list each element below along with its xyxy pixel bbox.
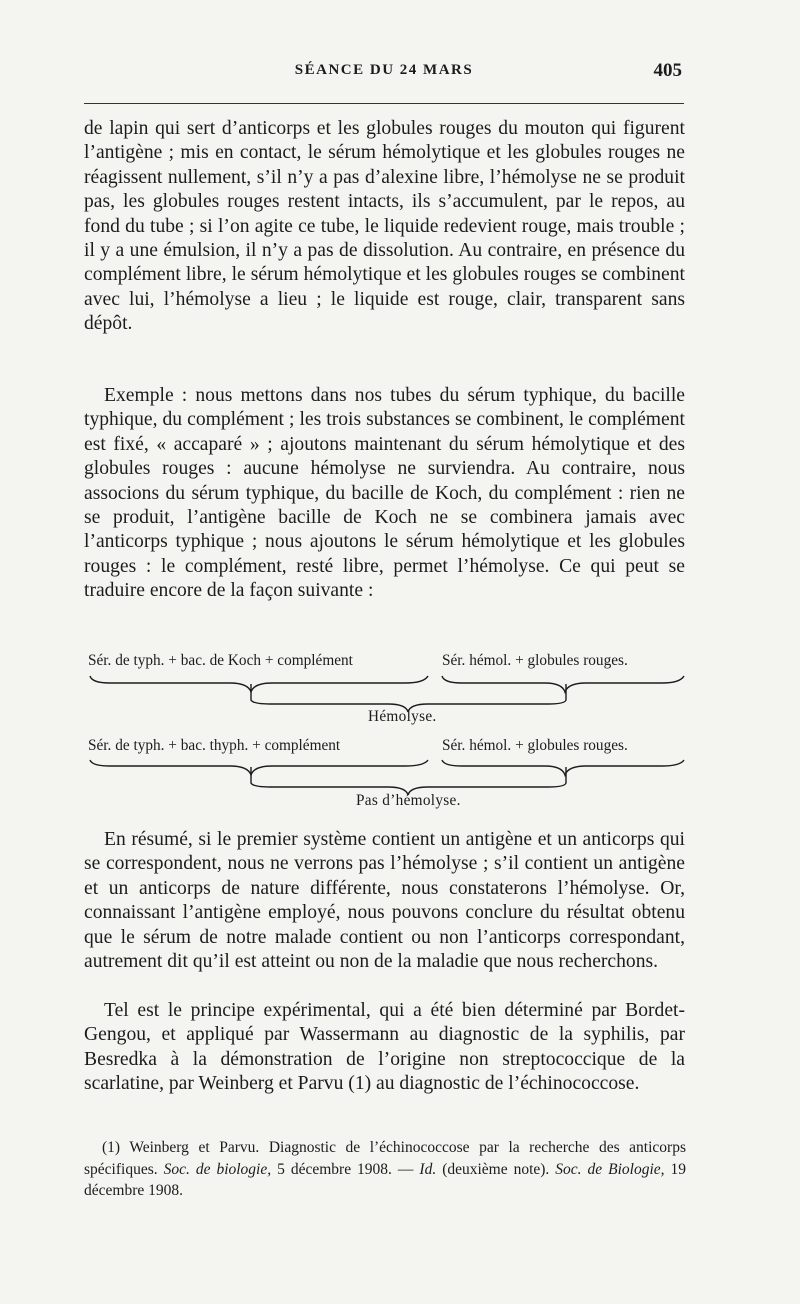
paragraph-continuation: de lapin qui sert d’anticorps et les globules rouges du mouton qui figurent l’antigène ; mis en contact, le sérum hémolytique et les globules rouges ne réagissent nullement, s’il n’y a pas d’alexine libre, l’hémolyse ne se produit pas, les globules rouges restent intacts, ils s’accumulent, par le repos, au fond du tube ; si l’on agite ce tube, le liquide redevient rouge, mais trouble ; il y a une émulsion, il n’y a pas de dissolution. Au contraire, en présence du complément libre, le sérum hémolytique et les globules rouges se combinent avec lui, l’hémolyse a lieu ; le liquide est rouge, clair, transparent sans dépôt. [84,118,685,335]
paragraph-example: Exemple : nous mettons dans nos tubes du sérum typhique, du bacille typhique, du complément ; les trois substances se combinent, le complément est fixé, « accaparé » ; ajoutons maintenant du sérum hémolytique et des globules rouges : aucune hémolyse ne surviendra. Au contraire, nous associons du sérum typhique, du bacille de Koch, du complément : rien ne se produit, l’antigène bacille de Koch ne se combinera jamais avec l’anticorps typhique ; nous ajoutons le sérum hémolytique et les globules rouges : le complément, resté libre, permet l’hémolyse. Ce qui peut se traduire encore de la façon suivante : [84,385,685,602]
footnote-journal-1: Soc. de biologie, [163,1160,272,1178]
running-title: SÉANCE DU 24 MARS [294,62,474,78]
footnote-note-label: (deuxième note). [442,1160,550,1178]
scheme-2-right-brace [442,760,684,775]
footnote-date-2: 19 décembre 1908. [84,1160,687,1199]
header-rule [84,103,684,104]
scheme-2-left-brace [90,760,428,775]
scheme-1-right-brace [442,676,684,692]
scheme-1-left-brace [90,676,428,692]
footnote-date-1: 5 décembre 1908. — [277,1160,414,1178]
scheme-1-right-system: Sér. hémol. + globules rouges. [442,652,628,669]
scheme-2-result: Pas d’hémolyse. [356,792,461,809]
scheme-1-result: Hémolyse. [368,708,437,725]
page-header [84,62,684,86]
scheme-2-join-brace [251,767,566,795]
footnote-ibid: Id. [419,1160,437,1178]
footnote-journal-2: Soc. de Biologie, [555,1160,665,1178]
paragraph-principle: Tel est le principe expérimental, qui a été bien déterminé par Bordet-Gengou, et appliqué par Wassermann au diagnostic de la syphilis, par Besredka à la démonstration de l’origine non streptococcique de la scarlatine, par Weinberg et Parvu (1) au diagnostic de l’échinococcose. [84,1000,685,1095]
scheme-2-left-system: Sér. de typh. + bac. thyph. + complément [88,737,341,754]
page-number: 405 [653,60,682,81]
scheme-2-right-system: Sér. hémol. + globules rouges. [442,737,628,754]
footnote-text: (1) Weinberg et Parvu. Diagnostic de l’échinococcose par la recherche des anticorps spécifiques. [84,1139,686,1178]
paragraph-summary: En résumé, si le premier système contient un antigène et un anticorps qui se correspondent, nous ne verrons pas l’hémolyse ; s’il contient un antigène et un anticorps de nature différente, nous constaterons l’hémolyse. Or, connaissant l’antigène employé, nous pouvons conclure du résultat obtenu que le sérum de notre malade contient ou non l’anticorps correspondant, autrement dit qu’il est atteint ou non de la maladie que nous recherchons. [84,829,685,973]
scheme-1-left-system: Sér. de typh. + bac. de Koch + complément [88,652,353,669]
footnote [84,1137,686,1202]
